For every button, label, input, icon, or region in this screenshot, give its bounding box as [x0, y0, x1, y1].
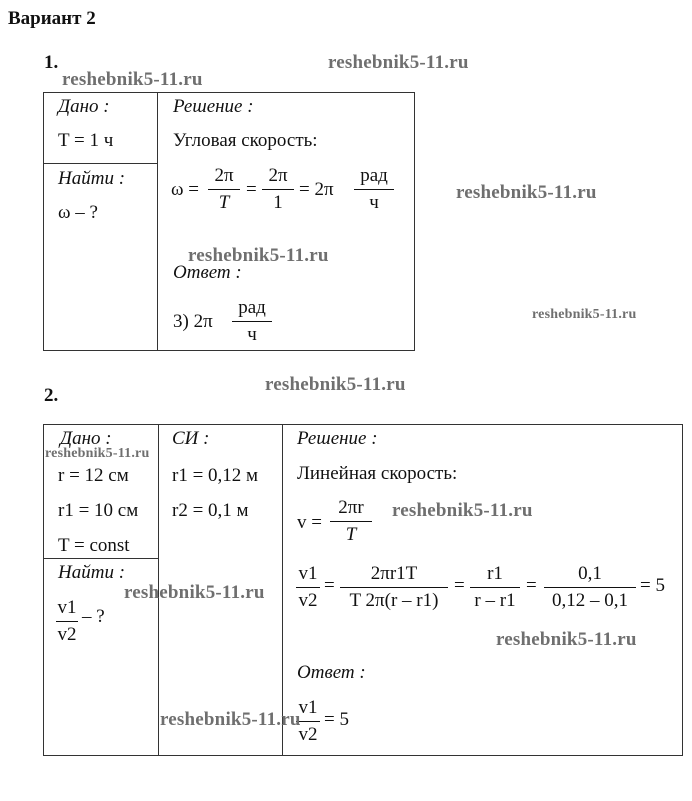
- watermark: reshebnik5-11.ru: [124, 582, 265, 603]
- watermark: reshebnik5-11.ru: [62, 69, 203, 90]
- watermark: reshebnik5-11.ru: [456, 182, 597, 203]
- unit-numerator: рад: [360, 165, 388, 186]
- fraction-denominator: T 2π(r – r1): [349, 590, 439, 611]
- unit-fraction: [232, 296, 272, 347]
- fraction-numerator: 2π: [268, 165, 288, 186]
- task-2-answer-result: = 5: [324, 709, 349, 730]
- fraction-numerator: 2πr: [338, 497, 364, 518]
- task-1-number: 1.: [44, 52, 59, 73]
- task-2-number: 2.: [44, 385, 59, 406]
- fraction-denominator: v2: [57, 624, 77, 645]
- formula-result: = 5: [640, 575, 665, 596]
- fraction-denominator: 1: [273, 192, 283, 213]
- task-2-given-divider: [43, 558, 159, 559]
- task-2-answer-label: Ответ :: [297, 662, 366, 683]
- fraction-denominator: T: [345, 524, 357, 545]
- formula-equals: =: [246, 179, 257, 200]
- task-1-solution-label: Решение :: [173, 96, 254, 117]
- formula-lhs: ω =: [171, 179, 199, 200]
- task-2-si-label: СИ :: [172, 428, 210, 449]
- task-1-solution-text: Угловая скорость:: [173, 130, 318, 151]
- watermark: reshebnik5-11.ru: [328, 52, 469, 73]
- task-1-find-label: Найти :: [58, 168, 126, 189]
- formula-fraction: [544, 562, 636, 613]
- watermark: reshebnik5-11.ru: [532, 307, 637, 322]
- watermark: reshebnik5-11.ru: [45, 446, 150, 461]
- formula-fraction: [296, 562, 320, 613]
- fraction-numerator: v1: [57, 597, 77, 618]
- fraction-denominator: v2: [298, 590, 318, 611]
- watermark: reshebnik5-11.ru: [265, 374, 406, 395]
- fraction-numerator: 2πr1T: [370, 563, 418, 584]
- page-title: Вариант 2: [8, 8, 96, 29]
- unit-denominator: ч: [369, 192, 379, 213]
- formula-result: = 2π: [299, 179, 334, 200]
- formula-fraction: [330, 496, 372, 547]
- task-2-given-label: Дано :: [60, 428, 112, 449]
- task-2-column-divider: [282, 424, 283, 756]
- unit-fraction: [354, 164, 394, 215]
- watermark: reshebnik5-11.ru: [392, 500, 533, 521]
- fraction-denominator: 0,12 – 0,1: [552, 590, 628, 611]
- formula-lhs: v =: [297, 512, 322, 533]
- task-1-answer: 3) 2π: [173, 311, 213, 332]
- fraction-denominator: T: [218, 192, 230, 213]
- find-suffix: – ?: [82, 606, 105, 627]
- si-item: r2 = 0,1 м: [172, 500, 249, 521]
- find-fraction: [56, 596, 78, 647]
- watermark: reshebnik5-11.ru: [160, 709, 301, 730]
- formula-equals: =: [324, 575, 335, 596]
- fraction-numerator: r1: [487, 563, 503, 584]
- task-2-solution-label: Решение :: [297, 428, 378, 449]
- formula-equals: =: [526, 575, 537, 596]
- formula-fraction: [470, 562, 520, 613]
- given-item: r1 = 10 см: [58, 500, 139, 521]
- task-1-find-value: ω – ?: [58, 202, 98, 223]
- task-1-column-divider: [157, 92, 158, 351]
- fraction-numerator: v1: [298, 697, 318, 718]
- task-1-answer-label: Ответ :: [173, 262, 242, 283]
- fraction-denominator: r – r1: [474, 590, 516, 611]
- fraction-numerator: 2π: [214, 165, 234, 186]
- task-1-given-label: Дано :: [58, 96, 110, 117]
- si-item: r1 = 0,12 м: [172, 465, 259, 486]
- formula-fraction: [208, 164, 240, 215]
- task-2-solution-text: Линейная скорость:: [297, 463, 458, 484]
- watermark: reshebnik5-11.ru: [496, 629, 637, 650]
- unit-numerator: рад: [238, 297, 266, 318]
- unit-denominator: ч: [247, 324, 257, 345]
- watermark: reshebnik5-11.ru: [188, 245, 329, 266]
- formula-fraction: [262, 164, 294, 215]
- task-2-find-label: Найти :: [58, 562, 126, 583]
- formula-fraction: [340, 562, 448, 613]
- given-item: r = 12 см: [58, 465, 129, 486]
- task-1-given-divider: [43, 163, 158, 164]
- fraction-numerator: 0,1: [578, 563, 602, 584]
- fraction-numerator: v1: [298, 563, 318, 584]
- fraction-denominator: v2: [298, 724, 318, 745]
- given-item: T = const: [58, 535, 130, 556]
- formula-equals: =: [454, 575, 465, 596]
- task-1-given-value: T = 1 ч: [58, 130, 114, 151]
